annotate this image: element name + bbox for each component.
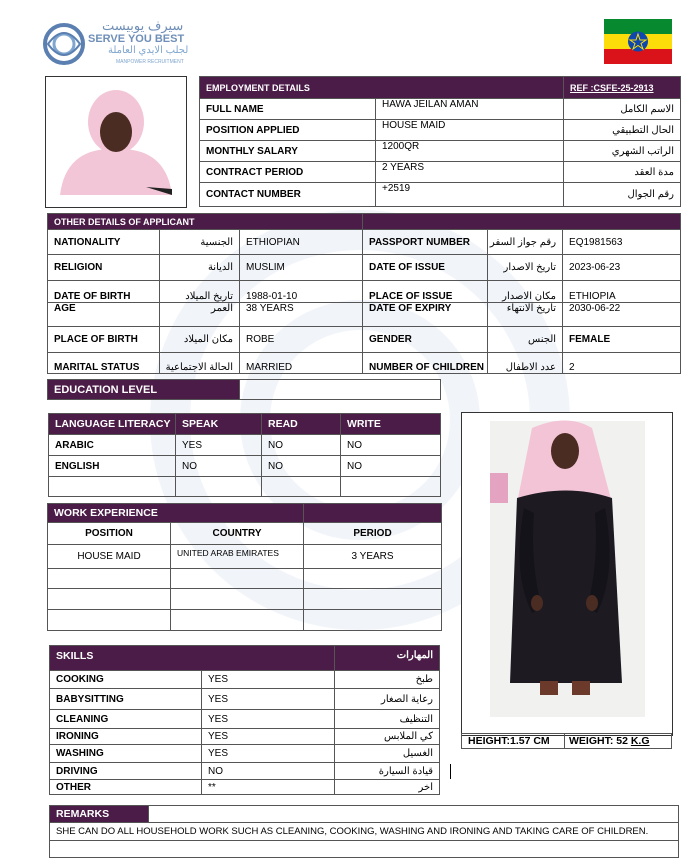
place-of-issue-label: PLACE OF ISSUE <box>363 281 488 303</box>
arabic-write: NO <box>341 435 441 456</box>
skills-table <box>49 645 440 795</box>
date-of-issue-label-ar: تاريخ الاصدار <box>488 255 563 281</box>
skill-other-value: ** <box>202 780 335 795</box>
skill-babysitting-ar: رعاية الصغار <box>335 689 440 710</box>
weight-value <box>565 734 672 749</box>
english-write: NO <box>341 456 441 477</box>
position-applied-label-ar: الحال التطبيقي <box>564 120 681 141</box>
date-of-birth-label-ar: تاريخ الميلاد <box>160 281 240 303</box>
skill-driving: DRIVING <box>50 763 202 780</box>
place-of-issue-value: ETHIOPIA <box>563 281 681 303</box>
nationality-label-ar: الجنسية <box>160 230 240 255</box>
marital-status-label-ar: الحالة الاجتماعية <box>160 353 240 374</box>
skill-driving-ar: قيادة السيارة <box>335 763 440 780</box>
company-logo <box>42 18 192 70</box>
speak-header: SPEAK <box>176 414 262 435</box>
skill-washing: WASHING <box>50 745 202 763</box>
monthly-salary-label: MONTHLY SALARY <box>200 141 376 162</box>
height-weight-table <box>461 733 672 749</box>
write-header: WRITE <box>341 414 441 435</box>
contract-period-label: CONTRACT PERIOD <box>200 162 376 183</box>
age-label: AGE <box>48 303 160 327</box>
table-row-empty <box>48 610 171 631</box>
english-speak: NO <box>176 456 262 477</box>
position-applied-value: HOUSE MAID <box>376 120 564 141</box>
age-value: 38 YEARS <box>240 303 363 327</box>
skill-cooking: COOKING <box>50 671 202 689</box>
english-read: NO <box>262 456 341 477</box>
position-applied-label: POSITION APPLIED <box>200 120 376 141</box>
contact-number-value: +2519 <box>376 183 564 207</box>
contact-number-label: CONTACT NUMBER <box>200 183 376 207</box>
work-period: 3 YEARS <box>304 545 442 569</box>
passport-number-label-ar: رقم جواز السفر <box>488 230 563 255</box>
ethiopia-flag <box>604 19 672 64</box>
logo-tagline: MANPOWER RECRUITMENT <box>116 59 184 65</box>
logo-arabic-sub: لجلب الايدي العاملة <box>108 45 189 56</box>
date-of-expiry-label: DATE OF EXPIRY <box>363 303 488 327</box>
work-position: HOUSE MAID <box>48 545 171 569</box>
table-row-empty <box>49 477 176 497</box>
employment-details-table <box>199 76 681 207</box>
date-of-birth-value: 1988-01-10 <box>240 281 363 303</box>
read-header: READ <box>262 414 341 435</box>
language-literacy-header: LANGUAGE LITERACY <box>49 414 176 435</box>
place-of-birth-value: ROBE <box>240 327 363 353</box>
skill-cleaning-value: YES <box>202 710 335 729</box>
date-of-issue-value: 2023-06-23 <box>563 255 681 281</box>
logo-mark-icon <box>42 20 86 68</box>
religion-label-ar: الديانة <box>160 255 240 281</box>
marital-status-label: MARITAL STATUS <box>48 353 160 374</box>
full-body-photo-frame <box>461 412 673 736</box>
applicant-photo <box>45 76 187 208</box>
remarks-title: REMARKS <box>50 806 149 823</box>
height-value: HEIGHT:1.57 CM <box>462 734 565 749</box>
place-of-birth-label-ar: مكان الميلاد <box>160 327 240 353</box>
contract-period-label-ar: مدة العقد <box>564 162 681 183</box>
number-of-children-label-ar: عدد الاطفال <box>488 353 563 374</box>
skill-other-ar: اخر <box>335 780 440 795</box>
skill-driving-value: NO <box>202 763 335 780</box>
nationality-value: ETHIOPIAN <box>240 230 363 255</box>
education-level-value <box>240 380 441 400</box>
gender-label: GENDER <box>363 327 488 353</box>
logo-english-name: SERVE YOU BEST <box>88 33 185 45</box>
religion-label: RELIGION <box>48 255 160 281</box>
full-name-label-ar: الاسم الكامل <box>564 99 681 120</box>
skill-ironing-ar: كي الملابس <box>335 729 440 745</box>
work-country: UNITED ARAB EMIRATES <box>171 545 304 569</box>
weight-prefix: WEIGHT: 52 <box>569 735 631 747</box>
age-label-ar: العمر <box>160 303 240 327</box>
language-arabic: ARABIC <box>49 435 176 456</box>
language-english: ENGLISH <box>49 456 176 477</box>
country-header: COUNTRY <box>171 523 304 545</box>
skill-other: OTHER <box>50 780 202 795</box>
skill-cleaning: CLEANING <box>50 710 202 729</box>
table-row-empty <box>48 589 171 610</box>
period-header: PERIOD <box>304 523 442 545</box>
logo-arabic-name: سيرف يوبيست <box>102 18 184 33</box>
skills-title <box>50 646 335 671</box>
skill-babysitting-value: YES <box>202 689 335 710</box>
date-of-birth-label: DATE OF BIRTH <box>48 281 160 303</box>
table-row-empty <box>48 569 171 589</box>
text-cursor <box>450 764 451 779</box>
skill-ironing-value: YES <box>202 729 335 745</box>
skill-washing-ar: الغسيل <box>335 745 440 763</box>
number-of-children-label: NUMBER OF CHILDREN <box>363 353 488 374</box>
remarks-text: SHE CAN DO ALL HOUSEHOLD WORK SUCH AS CLEANING, COOKING, WASHING AND IRONING AND TAKING CARE OF CHILDREN. <box>50 823 679 841</box>
skills-title-text: SKILLS <box>56 650 94 662</box>
monthly-salary-value: 1200QR <box>376 141 564 162</box>
other-details-title: OTHER DETAILS OF APPLICANT <box>48 214 363 230</box>
remarks-table <box>49 805 679 858</box>
work-experience-title: WORK EXPERIENCE <box>48 504 304 523</box>
full-body-photo <box>462 413 672 735</box>
passport-number-value: EQ1981563 <box>563 230 681 255</box>
skill-cooking-ar: طبخ <box>335 671 440 689</box>
arabic-read: NO <box>262 435 341 456</box>
gender-value: FEMALE <box>563 327 681 353</box>
arabic-speak: YES <box>176 435 262 456</box>
gender-label-ar: الجنس <box>488 327 563 353</box>
monthly-salary-label-ar: الراتب الشهري <box>564 141 681 162</box>
position-header: POSITION <box>48 523 171 545</box>
reference-number: REF :CSFE-25-2913 <box>564 77 681 99</box>
employment-details-title: EMPLOYMENT DETAILS <box>200 77 564 99</box>
skill-washing-value: YES <box>202 745 335 763</box>
language-literacy-table <box>48 413 441 497</box>
work-experience-table <box>47 503 442 631</box>
education-level-title: EDUCATION LEVEL <box>48 380 240 400</box>
full-name-value: HAWA JEILAN AMAN <box>376 99 564 120</box>
nationality-label: NATIONALITY <box>48 230 160 255</box>
education-level-table <box>47 379 441 400</box>
full-name-label: FULL NAME <box>200 99 376 120</box>
religion-value: MUSLIM <box>240 255 363 281</box>
skills-title-ar: المهارات <box>335 646 440 671</box>
passport-number-label: PASSPORT NUMBER <box>363 230 488 255</box>
remarks-empty-row <box>50 841 679 858</box>
place-of-issue-label-ar: مكان الاصدار <box>488 281 563 303</box>
date-of-issue-label: DATE OF ISSUE <box>363 255 488 281</box>
skill-cleaning-ar: التنظيف <box>335 710 440 729</box>
skill-ironing: IRONING <box>50 729 202 745</box>
skill-cooking-value: YES <box>202 671 335 689</box>
marital-status-value: MARRIED <box>240 353 363 374</box>
other-details-table <box>47 213 681 374</box>
contact-number-label-ar: رقم الجوال <box>564 183 681 207</box>
date-of-expiry-label-ar: تاريخ الانتهاء <box>488 303 563 327</box>
number-of-children-value: 2 <box>563 353 681 374</box>
skill-babysitting: BABYSITTING <box>50 689 202 710</box>
date-of-expiry-value: 2030-06-22 <box>563 303 681 327</box>
place-of-birth-label: PLACE OF BIRTH <box>48 327 160 353</box>
weight-unit: K.G <box>630 735 650 747</box>
contract-period-value: 2 YEARS <box>376 162 564 183</box>
